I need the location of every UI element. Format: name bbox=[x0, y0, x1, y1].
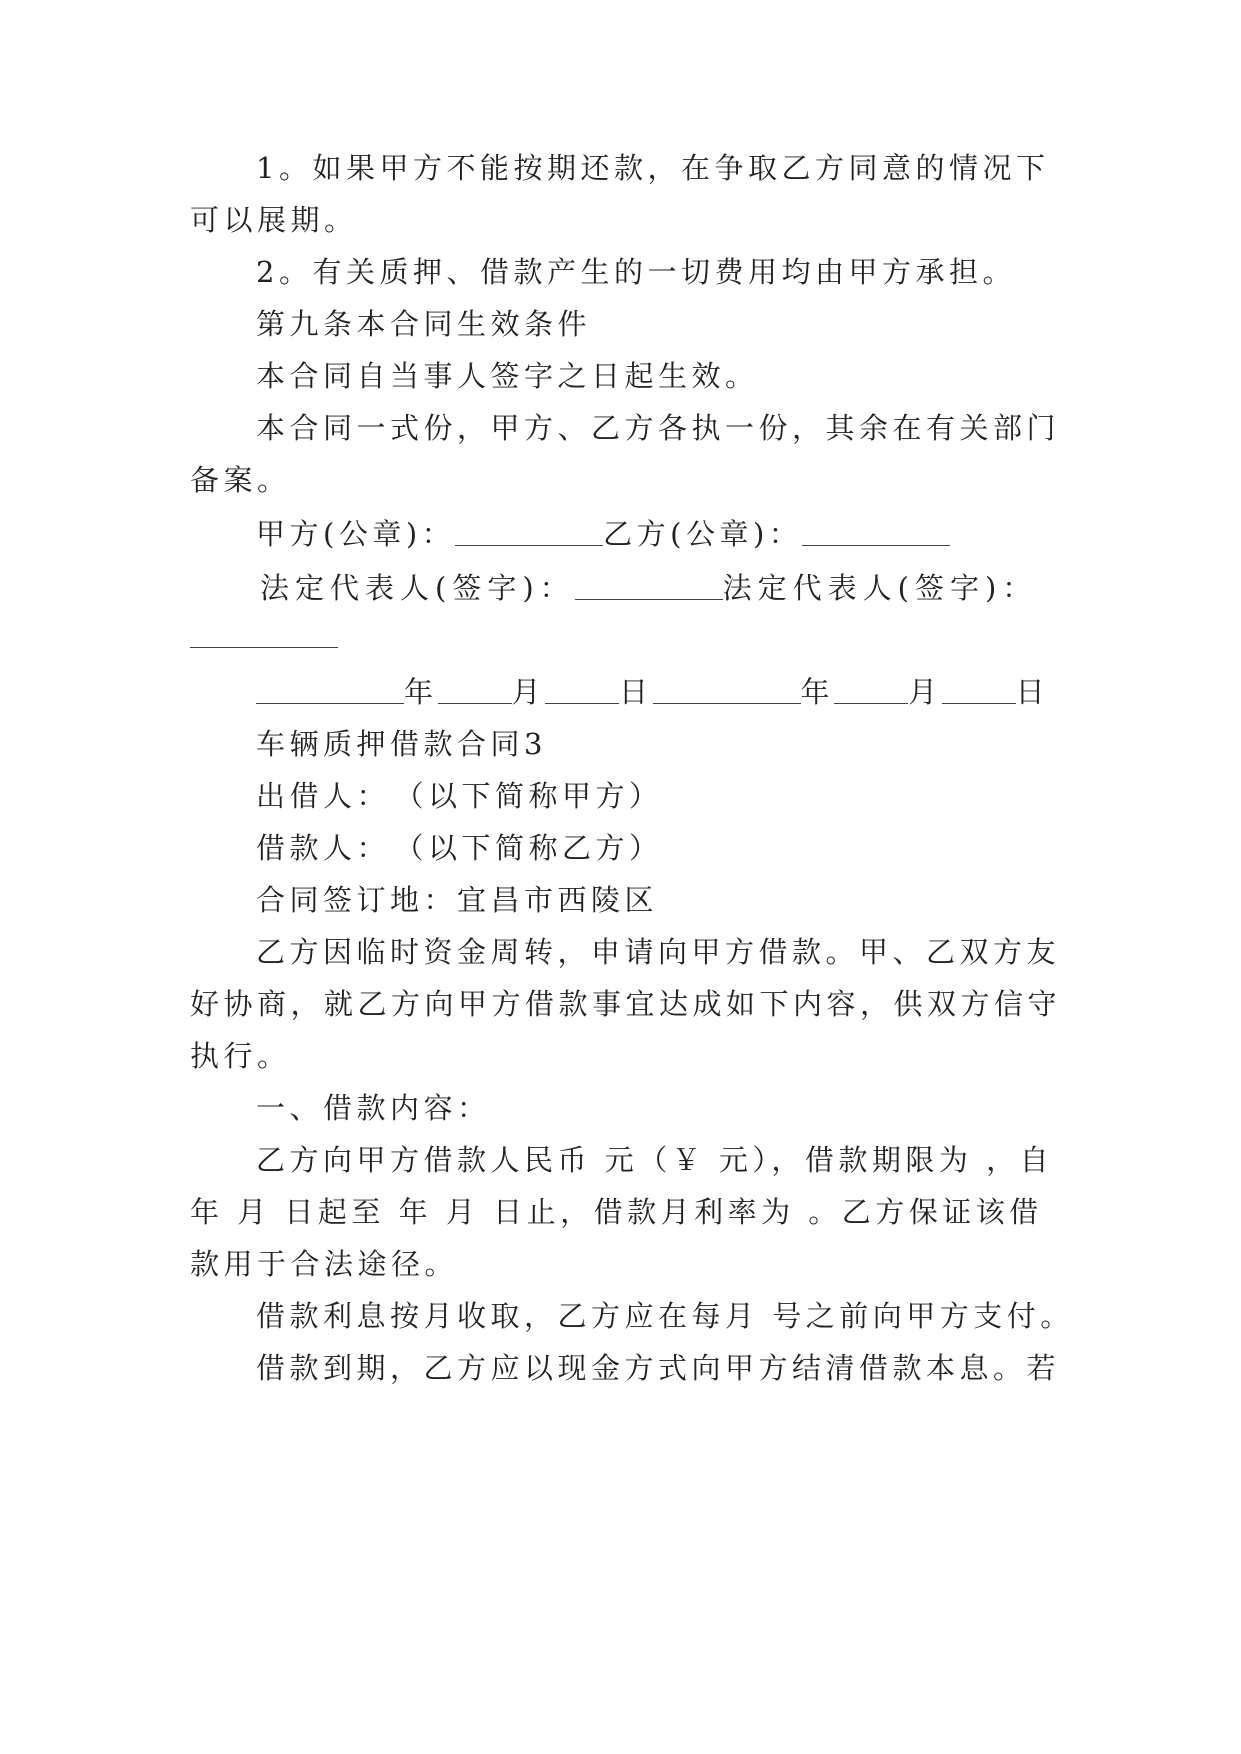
day-a-label: 日 bbox=[619, 675, 653, 709]
preamble-text: 乙方因临时资金周转，申请向甲方借款。甲、乙双方友 bbox=[256, 935, 1061, 969]
year-a-label: 年 bbox=[404, 675, 438, 709]
date-line bbox=[256, 672, 1076, 712]
seal-line bbox=[256, 514, 1076, 554]
signing-place-line: 合同签订地：宜昌市西陵区 bbox=[256, 883, 659, 917]
party-b-rep-blank-line bbox=[190, 616, 1070, 656]
month-b-label: 月 bbox=[908, 675, 942, 709]
day-b-label: 日 bbox=[1015, 675, 1050, 709]
party-a-seal-label: 甲方(公章)： bbox=[256, 517, 456, 551]
loan-purpose-text: 款用于合法途径。 bbox=[190, 1247, 459, 1281]
copies-text: 本合同一式份，甲方、乙方各执一份，其余在有关部门 bbox=[256, 411, 1061, 445]
party-a-rep-label: 法定代表人(签字)： bbox=[260, 571, 575, 605]
day-a-blank bbox=[545, 677, 619, 704]
preamble-text-end: 执行。 bbox=[190, 1039, 291, 1073]
borrower-line: 借款人： （以下简称乙方） bbox=[256, 831, 663, 865]
party-a-seal-blank bbox=[455, 519, 603, 546]
year-b-blank bbox=[653, 677, 801, 704]
party-b-seal-blank bbox=[802, 519, 950, 546]
article-9-heading: 第九条本合同生效条件 bbox=[256, 307, 592, 341]
party-a-rep-blank bbox=[575, 573, 723, 600]
party-b-seal-label: 乙方(公章)： bbox=[603, 517, 803, 551]
representative-line bbox=[260, 568, 1140, 608]
section-1-heading: 一、借款内容： bbox=[256, 1091, 491, 1125]
interest-payment-text: 借款利息按月收取，乙方应在每月 号之前向甲方支付。 bbox=[256, 1299, 1074, 1333]
copies-text-cont: 备案。 bbox=[190, 463, 291, 497]
month-a-blank bbox=[438, 677, 512, 704]
month-a-label: 月 bbox=[511, 675, 546, 709]
contract-3-title: 车辆质押借款合同3 bbox=[256, 727, 547, 761]
month-b-blank bbox=[834, 677, 908, 704]
year-b-label: 年 bbox=[800, 675, 835, 709]
clause-1-text-cont: 可以展期。 bbox=[190, 203, 358, 237]
party-b-rep-blank bbox=[190, 621, 338, 648]
clause-2-text: 2。有关质押、借款产生的一切费用均由甲方承担。 bbox=[256, 255, 1016, 289]
preamble-text-cont: 好协商，就乙方向甲方借款事宜达成如下内容，供双方信守 bbox=[190, 987, 1062, 1021]
year-a-blank bbox=[256, 677, 404, 704]
effective-text: 本合同自当事人签字之日起生效。 bbox=[256, 359, 759, 393]
clause-1-text: 1。如果甲方不能按期还款，在争取乙方同意的情况下 bbox=[256, 151, 1050, 185]
repayment-text: 借款到期，乙方应以现金方式向甲方结清借款本息。若 bbox=[256, 1351, 1061, 1385]
loan-term-text: 年 月 日起至 年 月 日止，借款月利率为 。乙方保证该借 bbox=[190, 1195, 1043, 1229]
party-b-rep-label: 法定代表人(签字)： bbox=[722, 571, 1038, 605]
day-b-blank bbox=[942, 677, 1016, 704]
lender-line: 出借人： （以下简称甲方） bbox=[256, 779, 663, 813]
loan-amount-text: 乙方向甲方借款人民币 元（￥ 元），借款期限为 ，自 bbox=[256, 1143, 1054, 1177]
